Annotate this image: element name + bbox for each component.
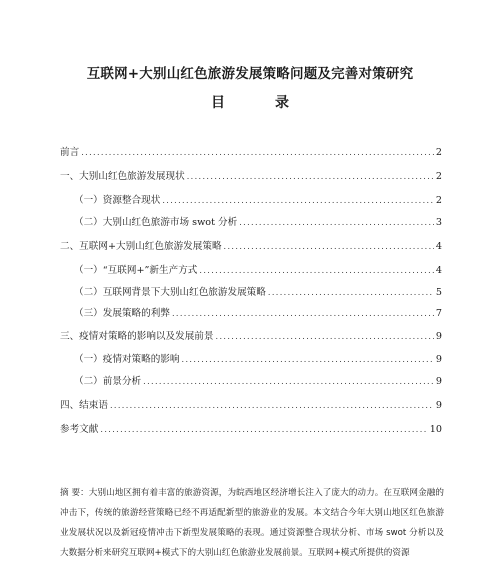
toc-entry-page: 4 — [435, 265, 442, 276]
toc-entry-page: 2 — [435, 195, 442, 206]
toc-entry-label: （二）大别山红色旅游市场 swot 分析 — [74, 217, 238, 228]
toc-leader-dots — [216, 330, 434, 344]
toc-entry-label: （一）疫情对策略的影响 — [74, 354, 180, 365]
toc-entry[interactable] — [74, 194, 442, 208]
toc-entry-label: 前言 — [60, 147, 80, 158]
document-title: 互联网+大别山红色旅游发展策略问题及完善对策研究 — [86, 66, 414, 82]
toc-entry-page: 3 — [435, 217, 442, 228]
toc-entry-label: （三）发展策略的利弊 — [74, 308, 170, 319]
toc-entry-page: 2 — [435, 147, 442, 158]
toc-entry-page: 9 — [435, 354, 442, 365]
toc-heading: 目 录 — [211, 95, 307, 111]
toc-entry-label: 二、互联网+大别山红色旅游发展策略 — [60, 241, 222, 252]
toc-entry-label: （一）“互联网+”新生产方式 — [74, 265, 198, 276]
toc-entry[interactable] — [60, 146, 442, 160]
toc-leader-dots — [224, 240, 434, 254]
toc-entry-label: 参考文献 — [60, 424, 99, 435]
toc-entry-label: （一）资源整合现状 — [74, 195, 161, 206]
toc-leader-dots — [110, 399, 434, 413]
toc-entry[interactable] — [60, 170, 442, 184]
toc-entry-page: 4 — [435, 241, 442, 252]
toc-leader-dots — [268, 286, 434, 300]
abstract-paragraph: 摘 要：大别山地区拥有着丰富的旅游资源，为皖西地区经济增长注入了庞大的动力。在互联网金融的冲击下，传统的旅游经营策略已经不再适配新型的旅游业的发展。本文结合今年大别山地区红色旅游业发展状况以及新冠疫情冲击下新型发展策略的表现。通过资源整合现状分析、市场 swot 分析以及大数据分析来研究互联网+模式下的大别山红色旅游业发展前景。互联网+模式所提供的资源 — [60, 488, 444, 558]
toc-entry-page: 10 — [429, 424, 442, 435]
toc-entry-label: 三、疫情对策略的影响以及发展前景 — [60, 331, 214, 342]
toc-entry-label: 一、大别山红色旅游发展现状 — [60, 171, 185, 182]
toc-leader-dots — [239, 216, 434, 230]
toc-entry-label: 四、结束语 — [60, 400, 108, 411]
toc-entry-page: 9 — [435, 376, 442, 387]
toc-entry-label: （二）互联网背景下大别山红色旅游发展策略 — [74, 287, 266, 298]
toc-leader-dots — [143, 375, 434, 389]
toc-entry-page: 9 — [435, 331, 442, 342]
toc-leader-dots — [182, 353, 434, 367]
toc-entry[interactable] — [74, 375, 442, 389]
toc-entry[interactable] — [74, 264, 442, 278]
toc-entry[interactable] — [60, 240, 442, 254]
toc-leader-dots — [162, 194, 434, 208]
toc-entry-page: 7 — [435, 308, 442, 319]
toc-entry[interactable] — [74, 307, 442, 321]
toc-leader-dots — [100, 423, 427, 437]
toc-leader-dots — [81, 146, 434, 160]
toc-entry[interactable] — [60, 399, 442, 413]
toc-entry[interactable] — [74, 353, 442, 367]
toc-entry-page: 9 — [435, 400, 442, 411]
toc-leader-dots — [172, 307, 434, 321]
toc-entry-label: （二）前景分析 — [74, 376, 142, 387]
toc-entry[interactable] — [74, 286, 442, 300]
toc-entry-page: 2 — [435, 171, 442, 182]
toc-leader-dots — [199, 264, 434, 278]
toc-entry[interactable] — [60, 423, 442, 437]
toc-leader-dots — [187, 170, 434, 184]
toc-entry[interactable] — [74, 216, 442, 230]
toc-entry-page: 5 — [435, 287, 442, 298]
toc-entry[interactable] — [60, 330, 442, 344]
